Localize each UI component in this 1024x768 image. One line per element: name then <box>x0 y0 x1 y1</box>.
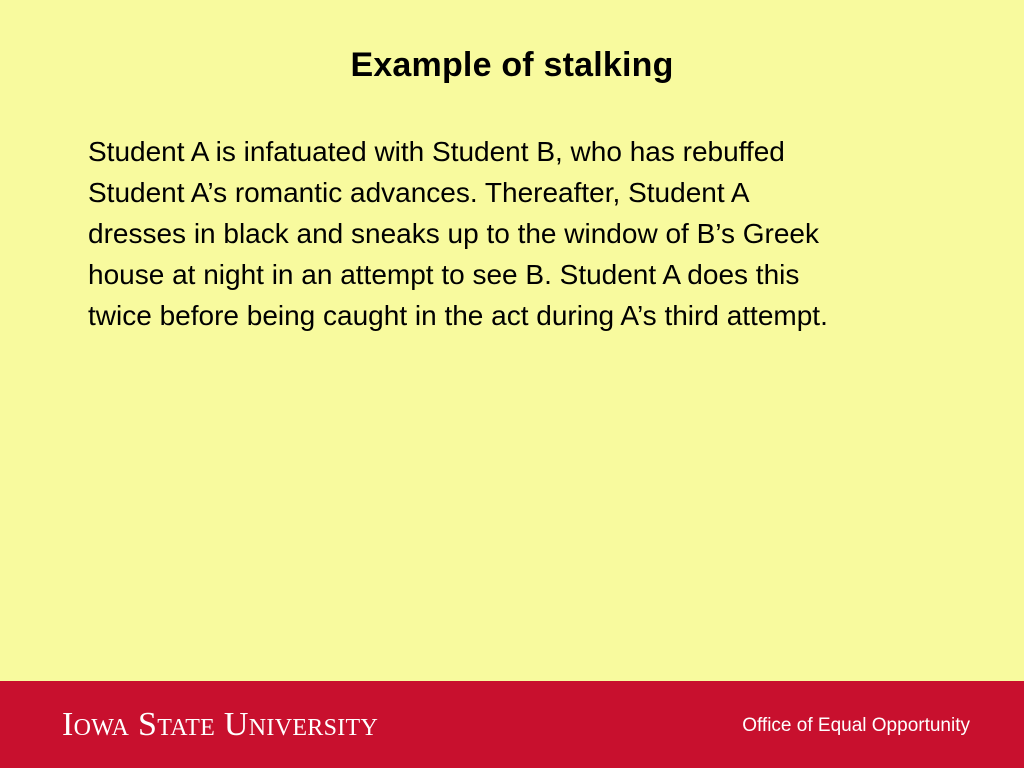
footer-band <box>0 681 1024 768</box>
university-logo <box>62 707 378 743</box>
university-logo-text: Iowa State University <box>62 706 379 743</box>
slide-title: Example of stalking <box>350 46 674 84</box>
body-line: twice before being caught in the act during A’s third attempt. <box>88 300 828 331</box>
body-line: Student A’s romantic advances. Thereafter, Student A <box>88 177 750 208</box>
body-line: dresses in black and sneaks up to the window of B’s Greek <box>88 218 819 249</box>
body-line: house at night in an attempt to see B. Student A does this <box>88 259 800 290</box>
body-line: Student A is infatuated with Student B, who has rebuffed <box>88 136 785 167</box>
office-name: Office of Equal Opportunity <box>742 715 970 736</box>
slide-body <box>88 131 968 336</box>
